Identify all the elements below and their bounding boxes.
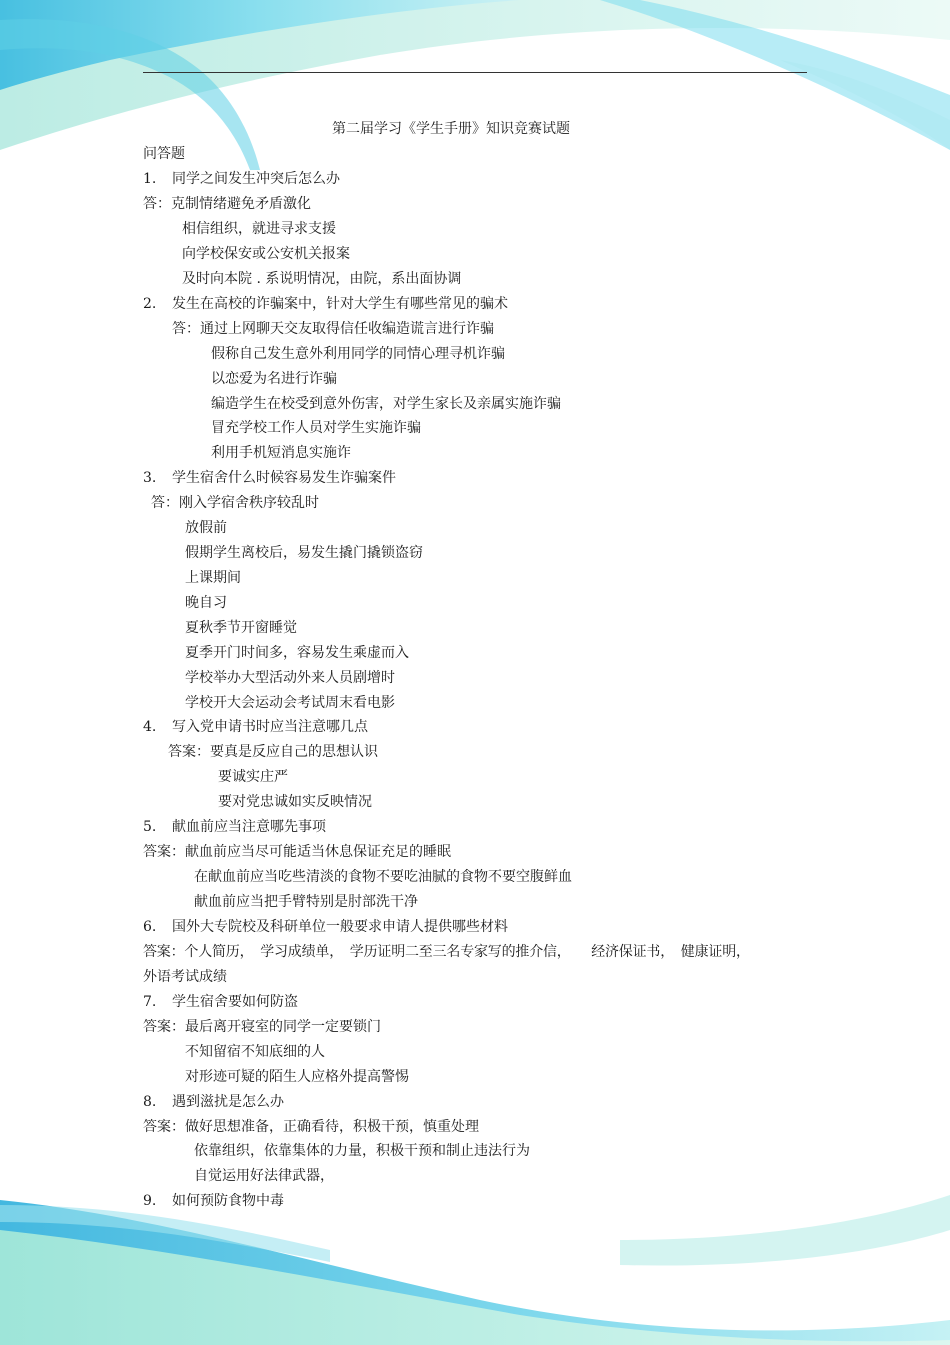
- question-text: 写入党申请书时应当注意哪几点: [172, 719, 368, 735]
- question-text: 同学之间发生冲突后怎么办: [172, 171, 340, 187]
- question-text: 如何预防食物中毒: [172, 1193, 284, 1209]
- answer-line: 放假前: [185, 520, 227, 536]
- answer-line: 夏秋季节开窗睡觉: [185, 620, 297, 636]
- answer-line: 答案：最后离开寝室的同学一定要锁门: [143, 1019, 381, 1035]
- answer-line: 冒充学校工作人员对学生实施诈骗: [211, 420, 421, 436]
- question-line: [143, 818, 326, 836]
- answer-line: 上课期间: [185, 570, 241, 586]
- answer-line: 夏季开门时间多，容易发生乘虚而入: [185, 645, 409, 661]
- question-line: [143, 170, 340, 188]
- answer-line: 外语考试成绩: [143, 969, 227, 985]
- answer-line: 在献血前应当吃些清淡的食物不要吃油腻的食物不要空腹鲜血: [194, 869, 572, 885]
- answer-line: 及时向本院 . 系说明情况，由院，系出面协调: [182, 271, 462, 287]
- answer-line: 答：刚入学宿舍秩序较乱时: [151, 495, 319, 511]
- answer-line: 自觉运用好法律武器，: [194, 1168, 334, 1184]
- question-number: 5.: [143, 819, 157, 835]
- answer-line: 以恋爱为名进行诈骗: [211, 371, 337, 387]
- question-text: 发生在高校的诈骗案中，针对大学生有哪些常见的骗术: [172, 296, 508, 312]
- answer-line: 晚自习: [185, 595, 227, 611]
- answer-line: 学校开大会运动会考试周末看电影: [185, 695, 395, 711]
- question-number: 3.: [143, 470, 157, 486]
- answer-line: 要对党忠诚如实反映情况: [218, 794, 372, 810]
- answer-line: 答案：个人简历， 学习成绩单， 学历证明二至三名专家写的推介信， 经济保证书， 健康证明，: [143, 944, 750, 960]
- answer-line: 利用手机短消息实施诈: [211, 445, 351, 461]
- question-text: 国外大专院校及科研单位一般要求申请人提供哪些材料: [172, 919, 508, 935]
- question-line: [143, 718, 368, 736]
- question-number: 7.: [143, 994, 157, 1010]
- answer-line: 答：克制情绪避免矛盾激化: [143, 196, 311, 212]
- answer-line: 要诚实庄严: [218, 769, 288, 785]
- question-text: 遇到滋扰是怎么办: [172, 1094, 284, 1110]
- answer-line: 编造学生在校受到意外伤害，对学生家长及亲属实施诈骗: [211, 396, 561, 412]
- answer-line: 答：通过上网聊天交友取得信任收编造谎言进行诈骗: [172, 321, 494, 337]
- question-line: [143, 918, 508, 936]
- answer-line: 向学校保安或公安机关报案: [182, 246, 350, 262]
- question-number: 9.: [143, 1193, 157, 1209]
- question-number: 8.: [143, 1094, 157, 1110]
- answer-line: 答案：献血前应当尽可能适当休息保证充足的睡眠: [143, 844, 451, 860]
- question-number: 6.: [143, 919, 157, 935]
- answer-line: 答案：做好思想准备，正确看待，积极干预，慎重处理: [143, 1119, 479, 1135]
- question-text: 献血前应当注意哪先事项: [172, 819, 326, 835]
- answer-line: 献血前应当把手臂特别是肘部洗干净: [194, 894, 418, 910]
- answer-line: 答案：要真是反应自己的思想认识: [168, 744, 378, 760]
- question-number: 2.: [143, 296, 157, 312]
- answer-line: 假期学生离校后，易发生撬门撬锁盗窃: [185, 545, 423, 561]
- answer-line: 依靠组织，依靠集体的力量，积极干预和制止违法行为: [194, 1143, 530, 1159]
- answer-line: 不知留宿不知底细的人: [185, 1044, 325, 1060]
- question-line: [143, 1093, 284, 1111]
- section-heading: 问答题: [143, 146, 185, 162]
- question-line: [143, 295, 508, 313]
- question-line: [143, 469, 396, 487]
- question-number: 4.: [143, 719, 157, 735]
- document-title: 第二届学习《学生手册》知识竞赛试题: [332, 121, 570, 137]
- answer-line: 假称自己发生意外利用同学的同情心理寻机诈骗: [211, 346, 505, 362]
- question-line: [143, 993, 298, 1011]
- question-text: 学生宿舍什么时候容易发生诈骗案件: [172, 470, 396, 486]
- question-line: [143, 1192, 284, 1210]
- answer-line: 相信组织，就进寻求支援: [182, 221, 336, 237]
- question-text: 学生宿舍要如何防盗: [172, 994, 298, 1010]
- answer-line: 学校举办大型活动外来人员剧增时: [185, 670, 395, 686]
- question-number: 1.: [143, 171, 157, 187]
- answer-line: 对形迹可疑的陌生人应格外提高警惕: [185, 1069, 409, 1085]
